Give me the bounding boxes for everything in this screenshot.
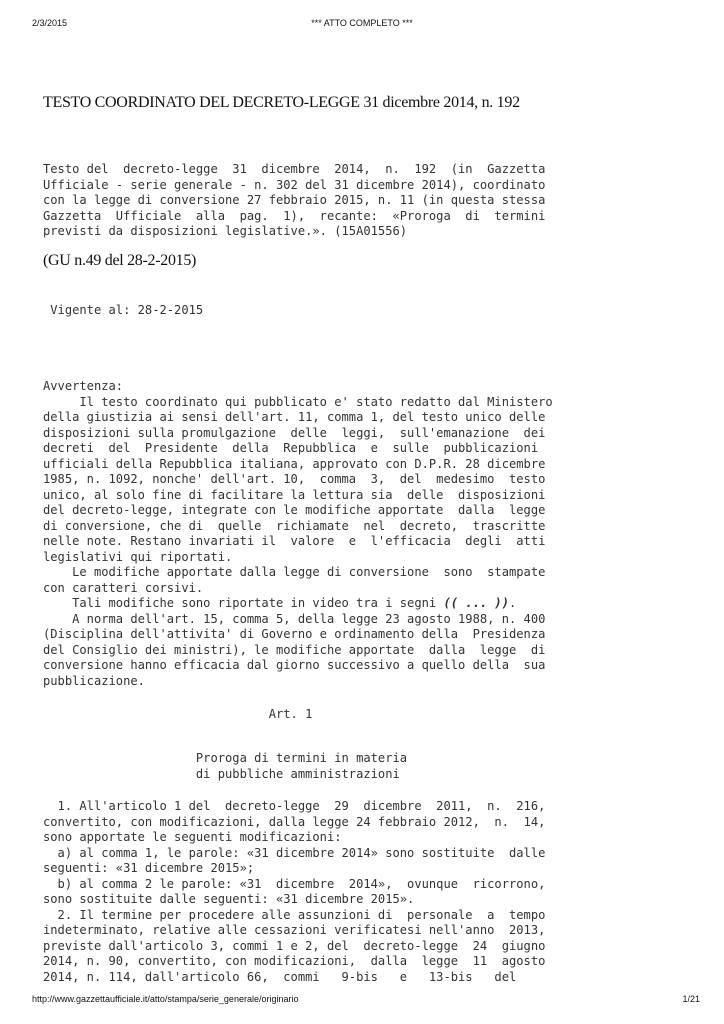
segni-suffix: . xyxy=(509,596,517,610)
gazzetta-reference: (GU n.49 del 28-2-2015) xyxy=(43,252,197,269)
document-title: TESTO COORDINATO DEL DECRETO-LEGGE 31 dicembre 2014, n. 192 xyxy=(43,94,520,111)
segni-marker: (( ... )) xyxy=(443,596,509,610)
avvertenza-tail: A norma dell'art. 15, comma 5, della legge 23 agosto 1988, n. 400 (Disciplina dell'attivita' di Governo e ordinamento della Presidenza del Consiglio dei ministri), le modifiche apportate dalla legge di conversione hanno efficacia dal giorno successivo a quello della sua pubblicazione. xyxy=(43,611,546,688)
vigente-date: Vigente al: 28-2-2015 xyxy=(43,303,204,317)
page-number: 1/21 xyxy=(682,994,700,1004)
avvertenza-section xyxy=(43,379,553,689)
article-body: 1. All'articolo 1 del decreto-legge 29 dicembre 2011, n. 216, convertito, con modificazioni, dalla legge 24 febbraio 2012, n. 14, sono apportate le seguenti modificazioni: a) al comma 1, le parole: «31 dicembre 2014» sono sostituite dalle seguenti: «31 dicembre 2015»; b) al comma 2 le parole: «31 dicembre 2014», ovunque ricorrono, sono sostituite dalle seguenti: «31 dicembre 2015». 2. Il termine per procedere alle assunzioni di personale a tempo indeterminato, relative alle cessazioni verificatesi nell'anno 2013, previste dall'articolo 3, commi 1 e 2, del decreto-legge 24 giugno 2014, n. 90, convertito, con modificazioni, dalla legge 11 agosto 2014, n. 114, dall'articolo 66, commi 9-bis e 13-bis del xyxy=(43,799,546,984)
article-heading: Proroga di termini in materia di pubbliche amministrazioni xyxy=(195,751,408,781)
source-url-link[interactable]: http://www.gazzettaufficiale.it/atto/stampa/serie_generale/originario xyxy=(32,994,299,1004)
print-date: 2/3/2015 xyxy=(32,18,68,28)
print-doc-title: *** ATTO COMPLETO *** xyxy=(311,18,413,28)
avvertenza-text: Avvertenza: Il testo coordinato qui pubblicato e' stato redatto dal Ministero della giustizia ai sensi dell'art. 11, comma 1, del testo unico delle disposizioni sulla promulgazione delle leggi, sull'emanazione dei decreti del Presidente della Repubblica e sulle pubblicazioni ufficiali della Repubblica italiana, approvato con D.P.R. 28 dicembre 1985, n. 1092, nonche' dell'art. 10, comma 3, del medesimo testo unico, al solo fine di facilitare la lettura sia delle disposizioni del decreto-legge, integrate con le modifiche apportate dalla legge di conversione, che di quelle richiamate nel decreto, trascritte nelle note. Restano invariati il valore e l'efficacia degli atti legislativi qui riportati. Le modifiche apportate dalla legge di conversione sono stampate con caratteri corsivi. xyxy=(43,379,553,595)
article-number: Art. 1 xyxy=(43,707,313,721)
segni-prefix: Tali modifiche sono riportate in video tra i segni xyxy=(43,596,444,610)
intro-paragraph: Testo del decreto-legge 31 dicembre 2014, n. 192 (in Gazzetta Ufficiale - serie generale - n. 302 del 31 dicembre 2014), coordinato con la legge di conversione 27 febbraio 2015, n. 11 (in questa stessa Gazzetta Ufficiale alla pag. 1), recante: «Proroga di termini previsti da disposizioni legislative.». (15A01556) xyxy=(43,162,546,238)
